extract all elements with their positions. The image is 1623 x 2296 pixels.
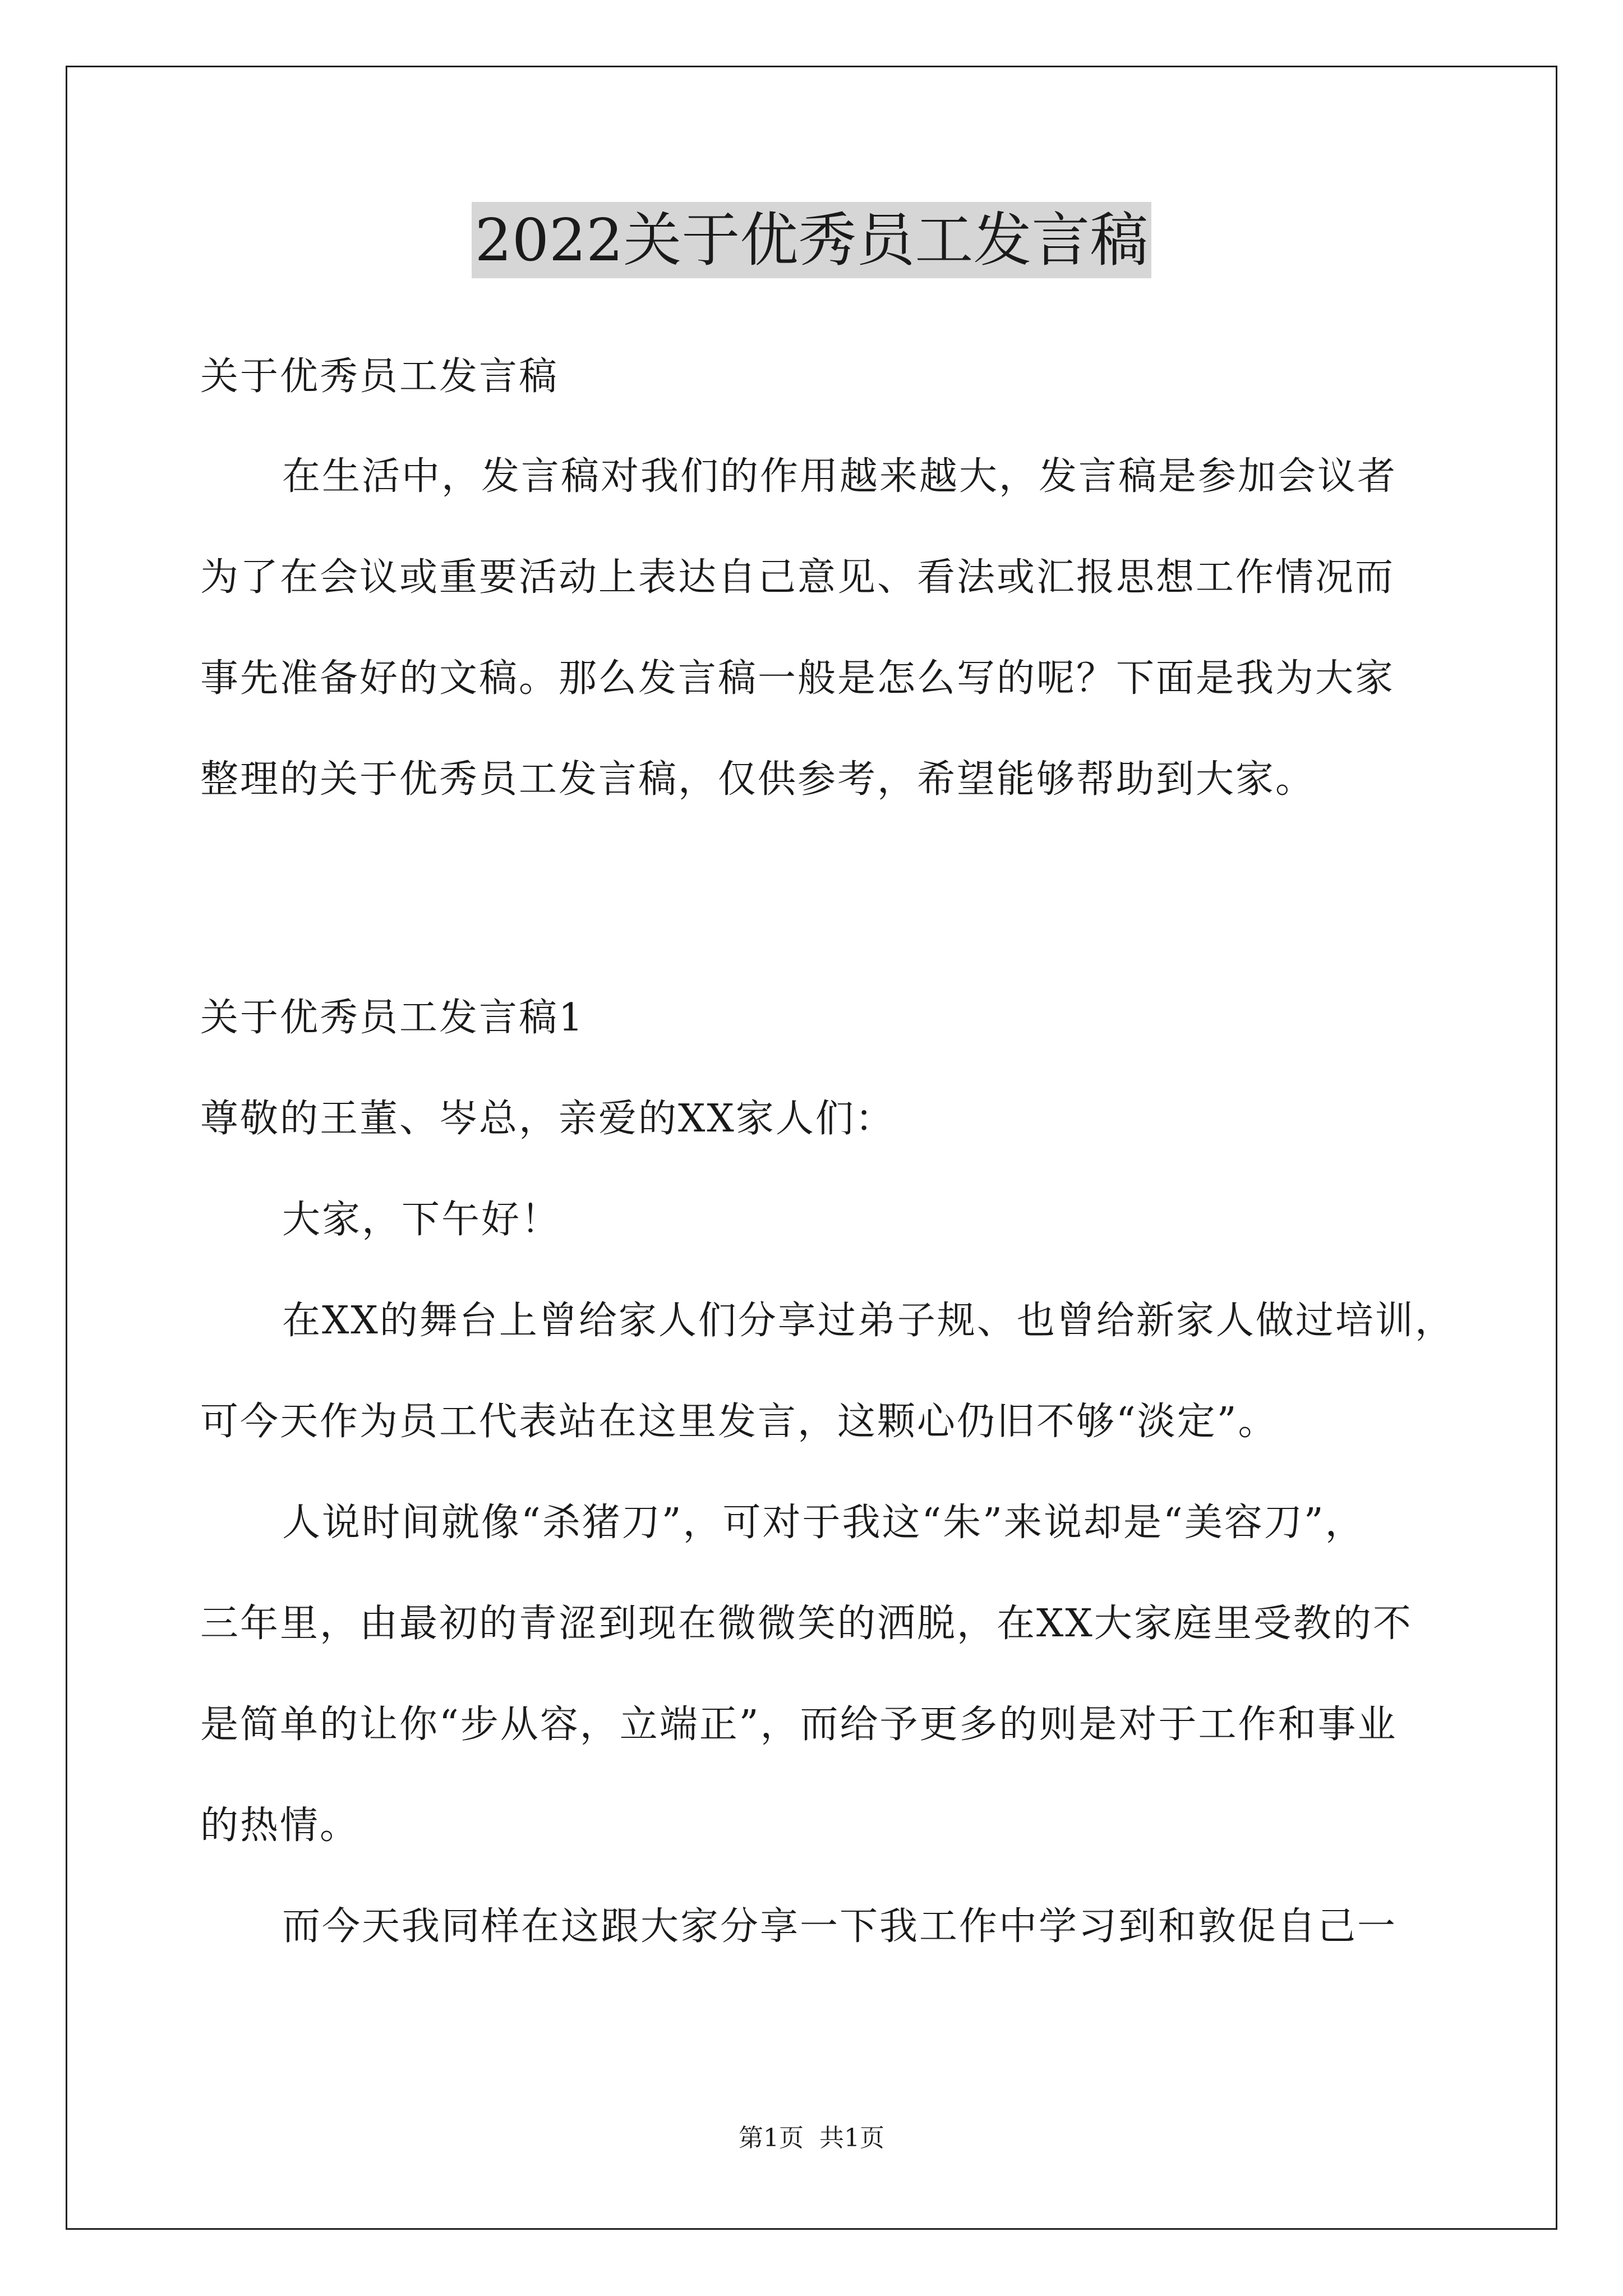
section-heading: 关于优秀员工发言稿1 [200, 996, 585, 1040]
paragraph-line: 在生活中，发言稿对我们的作用越来越大，发言稿是参加会议者 [282, 454, 1398, 499]
section-heading: 关于优秀员工发言稿 [200, 355, 559, 399]
paragraph-line: 而今天我同样在这跟大家分享一下我工作中学习到和敦促自己一 [282, 1904, 1398, 1949]
paragraph-line: 整理的关于优秀员工发言稿，仅供参考，希望能够帮助到大家。 [200, 757, 1316, 802]
page-number: 第1页 [739, 2124, 804, 2152]
paragraph-line: 为了在会议或重要活动上表达自己意见、看法或汇报思想工作情况而 [200, 555, 1395, 600]
paragraph-line: 可今天作为员工代表站在这里发言，这颗心仍旧不够“淡定”。 [200, 1400, 1278, 1444]
paragraph-line: 三年里，由最初的青涩到现在微微笑的洒脱，在XX大家庭里受教的不 [200, 1602, 1413, 1646]
document-title: 2022关于优秀员工发言稿 [472, 202, 1152, 278]
paragraph-line: 人说时间就像“杀猪刀”，可对于我这“朱”来说却是“美容刀”， [282, 1501, 1365, 1545]
page-footer [0, 2122, 1623, 2155]
paragraph-line: 事先准备好的文稿。那么发言稿一般是怎么写的呢？下面是我为大家 [200, 656, 1395, 701]
paragraph-line: 是简单的让你“步从容，立端正”，而给予更多的则是对于工作和事业 [200, 1703, 1398, 1747]
paragraph-line: 在XX的舞台上曾给家人们分享过弟子规、也曾给新家人做过培训， [282, 1299, 1455, 1343]
page-total: 共1页 [819, 2124, 884, 2152]
greeting: 大家，下午好！ [282, 1198, 561, 1242]
title-container [0, 202, 1623, 278]
paragraph-line: 的热情。 [200, 1803, 360, 1848]
salutation: 尊敬的王董、岑总，亲爱的XX家人们： [200, 1097, 895, 1141]
